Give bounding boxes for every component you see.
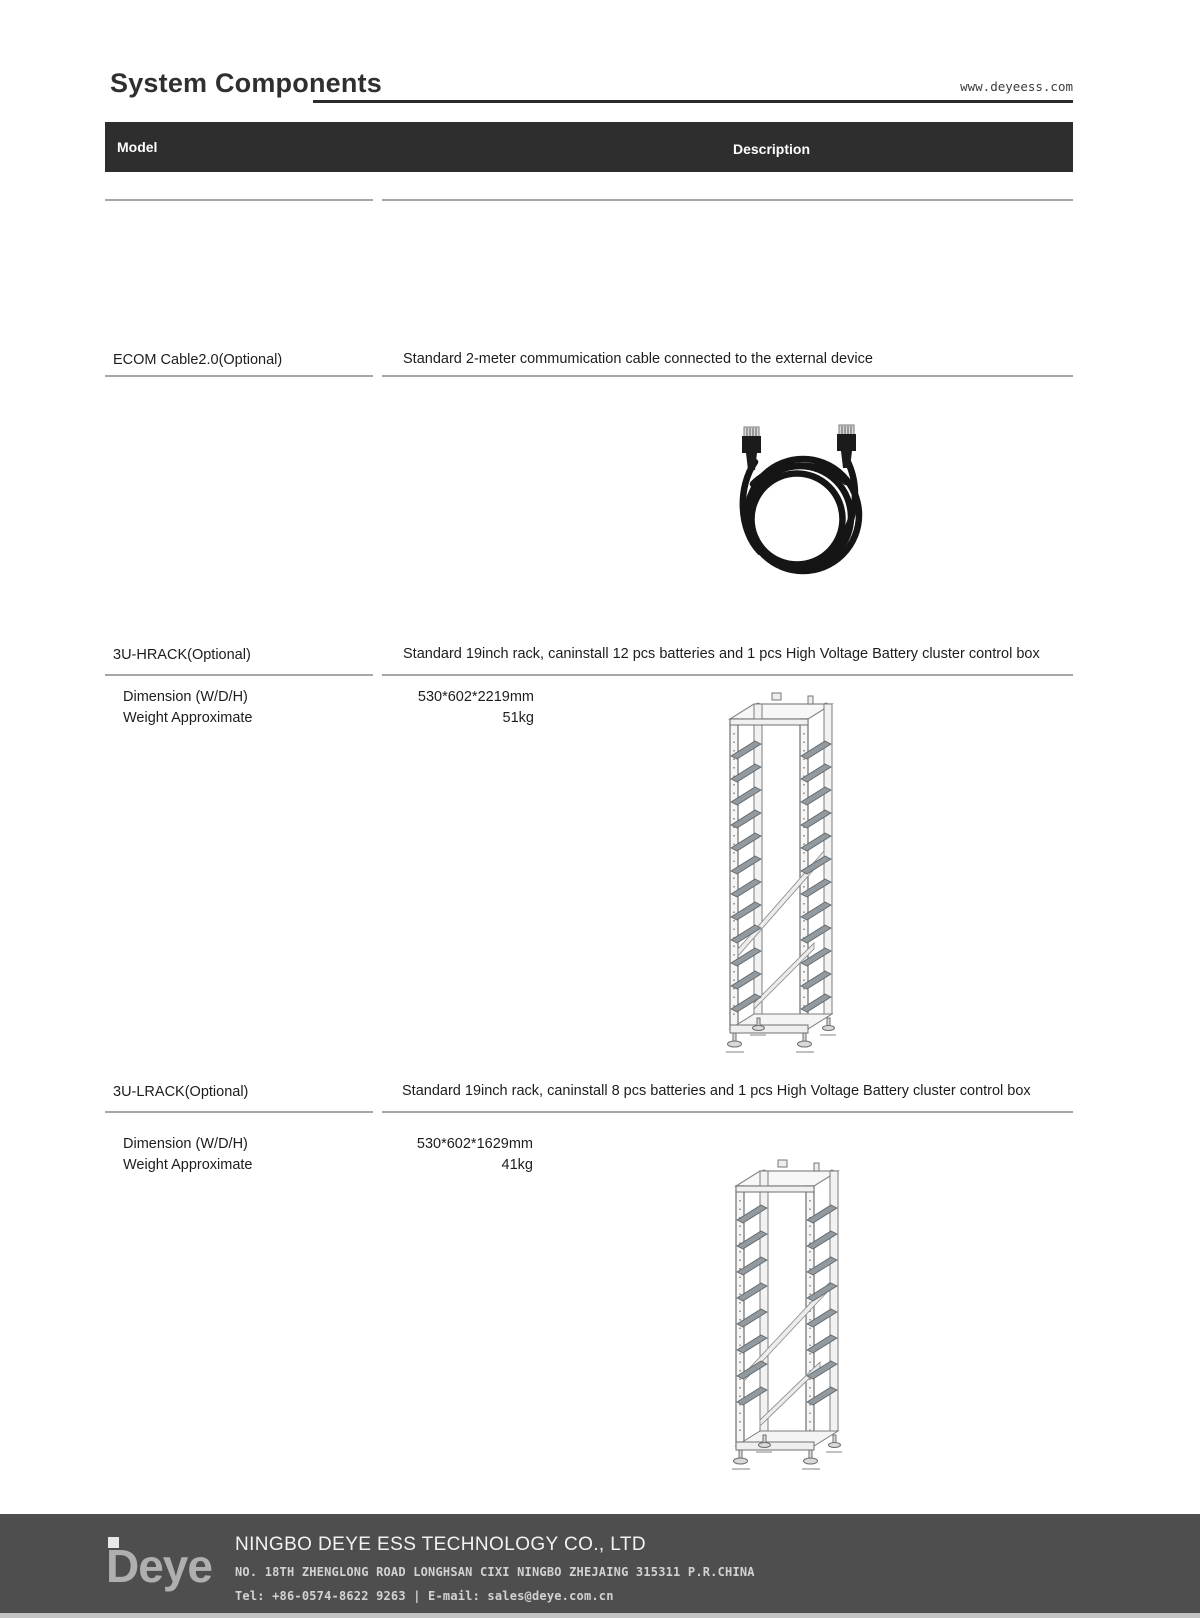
- footer-contact: Tel: +86-0574-8622 9263 | E-mail: sales@deye.com.cn: [235, 1589, 614, 1603]
- column-header-model: Model: [117, 139, 158, 155]
- lrack-weight-value: 41kg: [501, 1157, 533, 1173]
- row-divider: [105, 199, 373, 201]
- model-3u-lrack: 3U-LRACK(Optional): [113, 1084, 249, 1100]
- footer-company-name: NINGBO DEYE ESS TECHNOLOGY CO., LTD: [235, 1534, 646, 1555]
- hrack-weight-label: Weight Approximate: [123, 710, 253, 726]
- row-divider: [105, 1111, 373, 1113]
- table-header-bar: [105, 122, 1073, 172]
- title-underline: [313, 100, 1073, 103]
- hrack-weight-value: 51kg: [502, 710, 534, 726]
- hrack-dimension-label: Dimension (W/D/H): [123, 689, 248, 705]
- model-3u-hrack: 3U-HRACK(Optional): [113, 647, 251, 663]
- row-divider: [382, 375, 1073, 377]
- description-ecom-cable: Standard 2-meter commumication cable connected to the external device: [403, 351, 873, 367]
- lrack-weight-label: Weight Approximate: [123, 1157, 253, 1173]
- website-url: www.deyeess.com: [960, 79, 1073, 94]
- deye-logo-text: Deye: [106, 1540, 212, 1592]
- row-divider: [105, 375, 373, 377]
- row-divider: [382, 1111, 1073, 1113]
- page-title: System Components: [110, 68, 382, 98]
- battery-rack-8u-illustration: [728, 1148, 852, 1478]
- row-divider: [382, 199, 1073, 201]
- ethernet-cable-illustration: [708, 424, 890, 588]
- row-divider: [382, 674, 1073, 676]
- deye-logo: [106, 1537, 236, 1595]
- column-header-description: Description: [733, 141, 811, 157]
- rj45-connector-left: [742, 427, 761, 470]
- battery-rack-12u-illustration: [722, 681, 848, 1061]
- model-ecom-cable: ECOM Cable2.0(Optional): [113, 352, 283, 368]
- lrack-dimension-value: 530*602*1629mm: [416, 1136, 533, 1152]
- footer-bottom-strip: [0, 1613, 1200, 1618]
- lrack-dimension-label: Dimension (W/D/H): [123, 1136, 248, 1152]
- rj45-connector-right: [837, 425, 856, 468]
- row-divider: [105, 674, 373, 676]
- footer-address: NO. 18TH ZHENGLONG ROAD LONGHSAN CIXI NINGBO ZHEJAING 315311 P.R.CHINA: [235, 1565, 755, 1579]
- description-3u-lrack: Standard 19inch rack, caninstall 8 pcs batteries and 1 pcs High Voltage Battery cluster control box: [402, 1083, 1031, 1099]
- hrack-dimension-value: 530*602*2219mm: [417, 689, 534, 705]
- description-3u-hrack: Standard 19inch rack, caninstall 12 pcs batteries and 1 pcs High Voltage Battery cluster control box: [403, 646, 1040, 662]
